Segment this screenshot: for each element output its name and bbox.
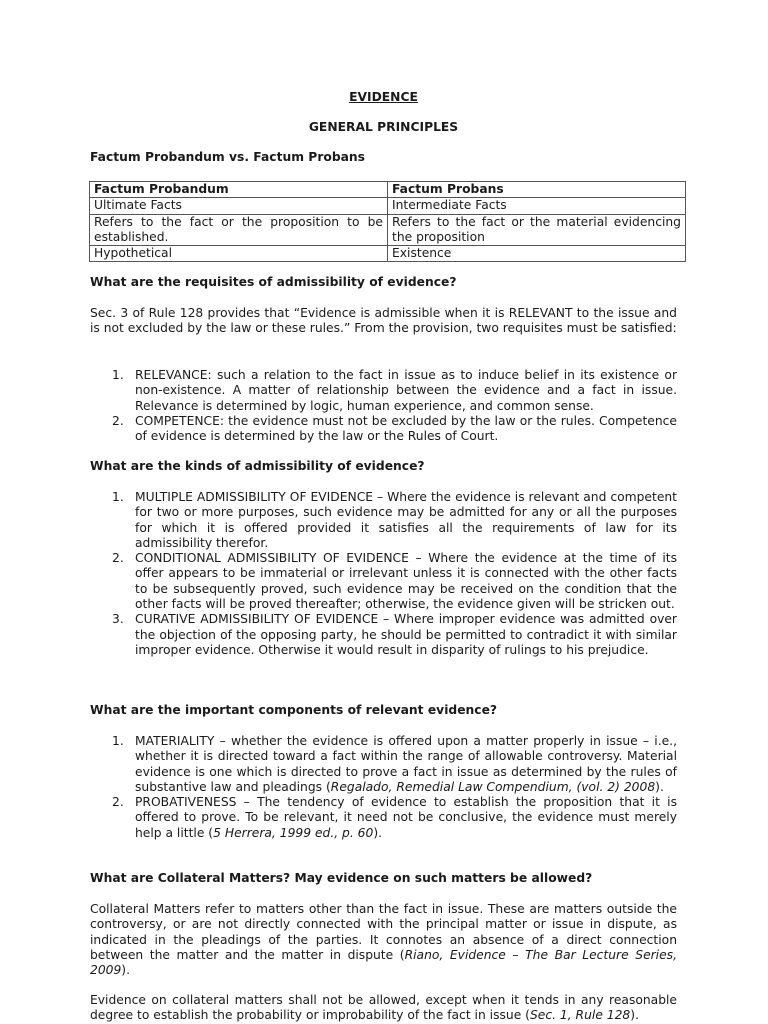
- paragraph: Collateral Matters refer to matters other than the fact in issue. These are matters outside the controversy, or are not directly connected with the principal matter or issue in dispute, as indicated in the pleadings of the parties. It connotes an absence of a direct connection between the matter and the matter in dispute (Riano, Evidence – The Bar Lecture Series, 2009).: [90, 902, 677, 978]
- table-cell: Ultimate Facts: [90, 198, 388, 214]
- heading-factum: Factum Probandum vs. Factum Probans: [90, 150, 366, 164]
- citation: Riano, Evidence – The Bar Lecture Series, 2009: [90, 947, 677, 978]
- table-row: [90, 246, 686, 262]
- question-heading: What are the important components of relevant evidence?: [90, 703, 498, 717]
- question-heading: What are the kinds of admissibility of evidence?: [90, 459, 425, 473]
- paragraph: Sec. 3 of Rule 128 provides that “Evidence is admissible when it is RELEVANT to the issue and is not excluded by the law or these rules.” From the provision, two requisites must be satisfied:: [90, 306, 677, 336]
- table-cell: Intermediate Facts: [388, 198, 686, 214]
- factum-table: [89, 181, 686, 262]
- admissibility-kinds-list: [90, 490, 677, 658]
- question-heading: What are Collateral Matters? May evidence on such matters be allowed?: [90, 871, 593, 885]
- list-item: 1. RELEVANCE: such a relation to the fact in issue as to induce belief in its existence or non-existence. A matter of relationship between the evidence and a fact in issue. Relevance is determined by logic, human experience, and common sense.: [112, 368, 677, 413]
- table-cell: Refers to the fact or the proposition to be established.: [90, 214, 388, 246]
- table-header: Factum Probans: [388, 182, 686, 198]
- list-item: 2. PROBATIVENESS – The tendency of evidence to establish the proposition that it is offered to prove. To be relevant, it need not be conclusive, the evidence must merely help a little (5 Herrera, 1999 ed., p. 60).: [112, 795, 677, 840]
- requisites-list: [90, 368, 677, 444]
- list-item: 2. CONDITIONAL ADMISSIBILITY OF EVIDENCE – Where the evidence at the time of its offer appears to be immaterial or irrelevant unless it is connected with the other facts to be subsequently proved, such evidence may be received on the condition that the other facts will be proved thereafter; otherwise, the evidence given will be stricken out.: [112, 551, 677, 612]
- table-row: [90, 198, 686, 214]
- list-item: 1. MULTIPLE ADMISSIBILITY OF EVIDENCE – Where the evidence is relevant and competent for two or more purposes, such evidence may be admitted for any or all the purposes for which it is offered provided it satisfies all the requirements of law for its admissibility therefor.: [112, 490, 677, 550]
- citation: Regalado, Remedial Law Compendium, (vol. 2) 2008: [330, 779, 656, 794]
- components-list: [90, 734, 677, 841]
- table-row: [90, 214, 686, 246]
- list-item: 1. MATERIALITY – whether the evidence is offered upon a matter properly in issue – i.e., whether it is directed toward a fact within the range of allowable controversy. Material evidence is one which is directed to prove a fact in issue as determined by the rules of substantive law and pleadings (Regalado, Remedial Law Compendium, (vol. 2) 2008).: [112, 734, 677, 794]
- citation: Sec. 1, Rule 128: [529, 1008, 631, 1023]
- list-item: 2. COMPETENCE: the evidence must not be excluded by the law or the rules. Competence of evidence is determined by the law or the Rules of Court.: [112, 413, 677, 444]
- citation: 5 Herrera, 1999 ed., p. 60: [213, 825, 374, 840]
- page-title: EVIDENCE: [349, 90, 418, 104]
- table-header-row: [90, 182, 686, 198]
- table-cell: Refers to the fact or the material evidencing the proposition: [388, 214, 686, 246]
- table-cell: Existence: [388, 246, 686, 262]
- question-heading: What are the requisites of admissibility of evidence?: [90, 275, 457, 289]
- table-cell: Hypothetical: [90, 246, 388, 262]
- table-header: Factum Probandum: [90, 182, 388, 198]
- list-item: 3. CURATIVE ADMISSIBILITY OF EVIDENCE – Where improper evidence was admitted over the objection of the opposing party, he should be permitted to contradict it with similar improper evidence. Otherwise it would result in disparity of rulings to his prejudice.: [112, 612, 677, 657]
- paragraph: Evidence on collateral matters shall not be allowed, except when it tends in any reasonable degree to establish the probability or improbability of the fact in issue (Sec. 1, Rule 128).: [90, 993, 677, 1023]
- page-subtitle: GENERAL PRINCIPLES: [308, 120, 459, 134]
